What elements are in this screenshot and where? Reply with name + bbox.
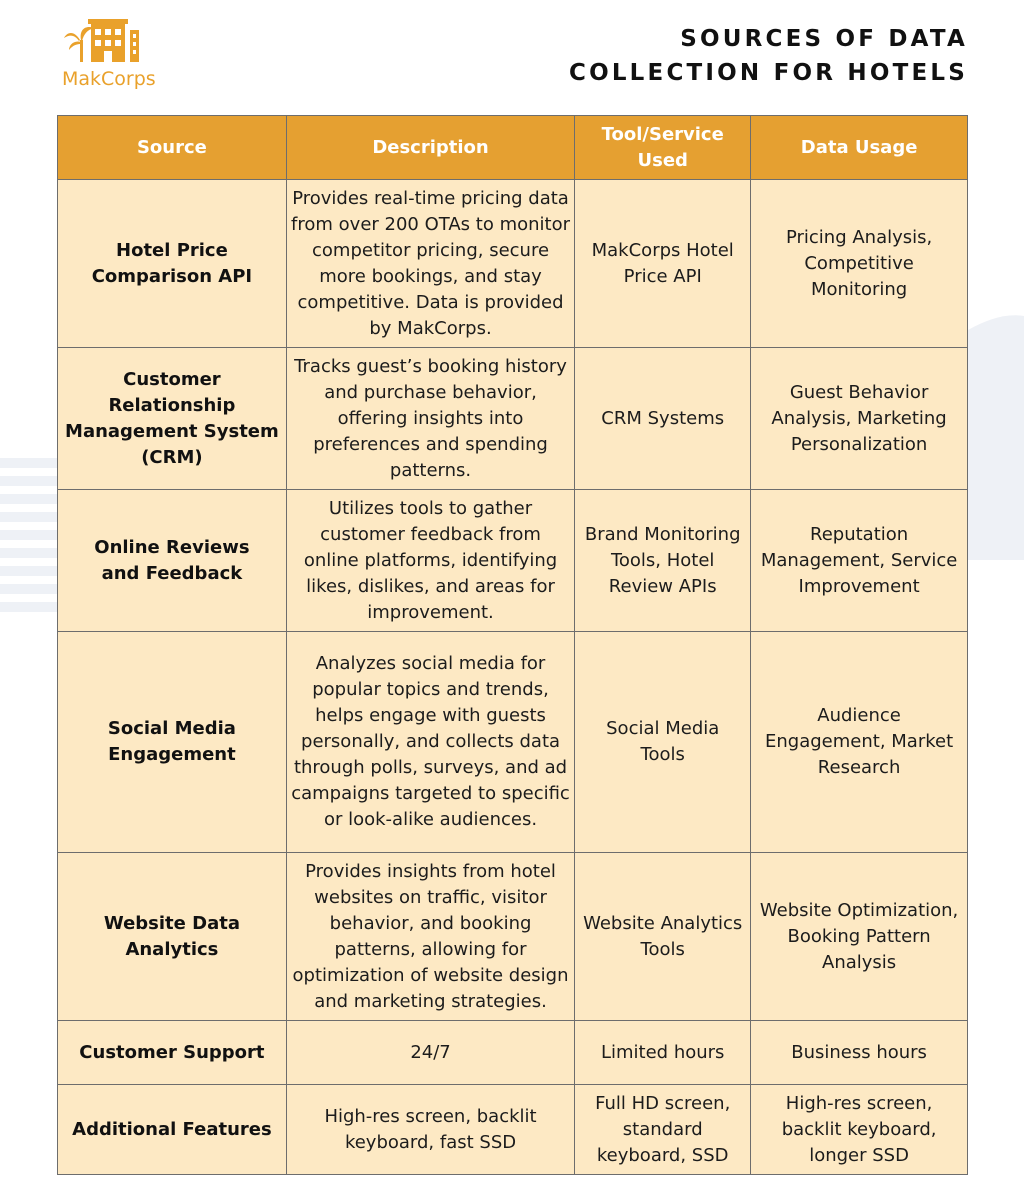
row-description: High-res screen, backlit keyboard, fast SSD (286, 1085, 574, 1175)
logo-wordmark: MakCorps (62, 68, 156, 90)
table-row (58, 180, 968, 348)
header-tool: Tool/Service Used (575, 116, 751, 180)
table-row (58, 632, 968, 853)
title-line-2: COLLECTION FOR HOTELS (569, 60, 968, 86)
row-usage: Website Optimization, Booking Pattern Analysis (751, 853, 968, 1021)
row-source: Online Reviews and Feedback (58, 490, 287, 632)
makcorps-logo (62, 16, 158, 94)
header-usage: Data Usage (751, 116, 968, 180)
row-usage: Business hours (751, 1021, 968, 1085)
table-row (58, 490, 968, 632)
page-title (569, 22, 968, 90)
row-source: Additional Features (58, 1085, 287, 1175)
row-tool: Full HD screen, standard keyboard, SSD (575, 1085, 751, 1175)
row-source: Social Media Engagement (58, 632, 287, 853)
hotel-building-palm-icon (64, 16, 142, 68)
row-usage: Guest Behavior Analysis, Marketing Personalization (751, 348, 968, 490)
row-source: Customer Support (58, 1021, 287, 1085)
row-tool: Social Media Tools (575, 632, 751, 853)
table-row (58, 1021, 968, 1085)
row-tool: Brand Monitoring Tools, Hotel Review APIs (575, 490, 751, 632)
row-description: Tracks guest’s booking history and purchase behavior, offering insights into preferences and spending patterns. (286, 348, 574, 490)
table-row (58, 1085, 968, 1175)
row-tool: Limited hours (575, 1021, 751, 1085)
header-source: Source (58, 116, 287, 180)
row-description: Analyzes social media for popular topics and trends, helps engage with guests personally, and collects data through polls, surveys, and ad campaigns targeted to specific or look-alike audiences. (286, 632, 574, 853)
title-line-1: SOURCES OF DATA (680, 26, 968, 52)
row-usage: Reputation Management, Service Improvement (751, 490, 968, 632)
row-source: Website Data Analytics (58, 853, 287, 1021)
row-source: Hotel Price Comparison API (58, 180, 287, 348)
row-description: 24/7 (286, 1021, 574, 1085)
row-tool: MakCorps Hotel Price API (575, 180, 751, 348)
data-sources-table (57, 115, 968, 1175)
header-description: Description (286, 116, 574, 180)
row-usage: Audience Engagement, Market Research (751, 632, 968, 853)
row-tool: CRM Systems (575, 348, 751, 490)
row-description: Provides insights from hotel websites on traffic, visitor behavior, and booking patterns, allowing for optimization of website design and marketing strategies. (286, 853, 574, 1021)
row-usage: High-res screen, backlit keyboard, longer SSD (751, 1085, 968, 1175)
row-description: Provides real-time pricing data from over 200 OTAs to monitor competitor pricing, secure more bookings, and stay competitive. Data is provided by MakCorps. (286, 180, 574, 348)
row-usage: Pricing Analysis, Competitive Monitoring (751, 180, 968, 348)
row-tool: Website Analytics Tools (575, 853, 751, 1021)
table-row (58, 853, 968, 1021)
row-description: Utilizes tools to gather customer feedback from online platforms, identifying likes, dislikes, and areas for improvement. (286, 490, 574, 632)
table-header-row (58, 116, 968, 180)
row-source: Customer Relationship Management System (CRM) (58, 348, 287, 490)
table-row (58, 348, 968, 490)
